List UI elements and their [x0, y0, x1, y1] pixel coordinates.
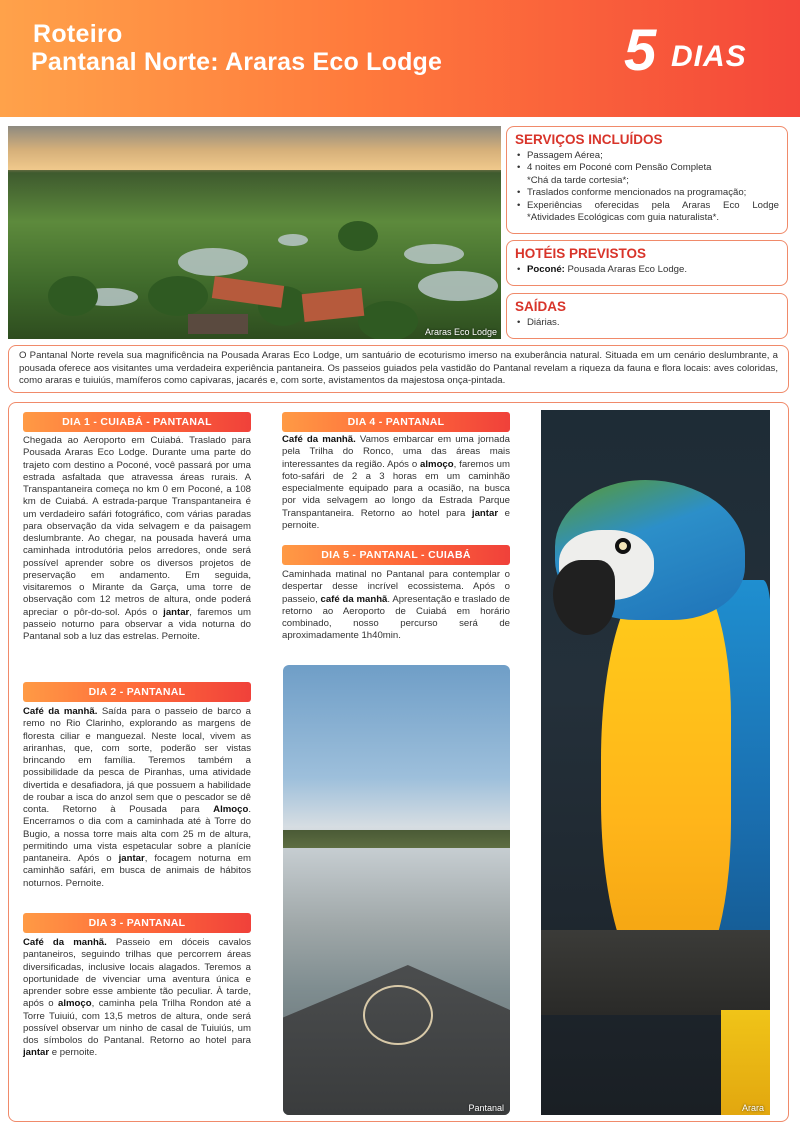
list-item: • Experiências oferecidas pela Araras Eco Lodge *Atividades Ecológicas com guia naturalista*. [515, 200, 779, 225]
list-item: • Passagem Aérea; [515, 150, 779, 162]
photo-credit: Pantanal [468, 1103, 504, 1113]
departures-title: SAÍDAS [515, 299, 567, 314]
day-2-text: Café da manhã. Saída para o passeio de barco a remo no Rio Clarinho, explorando as margens de floresta ciliar e manguezal. Neste local, vivem as ariranhas, que, com sorte, poderão ser vistas brincando em família. Teremos também a possibilidade da pesca de Piranhas, uma atividade divertida e desafiadora, já que possuem a habilidade de roubar a isca do anzol sem que o pescador se dê conta. Retorno à Pousada para Almoço. Encerramos o dia com a caminhada até à Torre do Bugio, a nossa torre mais alta com 25 m de altura, permitindo uma vista espetacular sobre a planície pantaneira. Após o jantar, focagem noturna em caminhão safári, em busca de animais de hábitos noturnos. Pernoite. [23, 706, 251, 889]
day-3-text: Café da manhã. Passeio em dóceis cavalos pantaneiros, seguindo trilhas que percorrem áreas diversificadas, inclusive locais alagados. Teremos a oportunidade de vivenciar uma aventura única e aprender sobre esse ambiente tão peculiar. À tarde, após o almoço, caminha pela Trilha Rondon até a Torre Tuiuiú, com 13,5 metros de altura, onde será possível observar um ninho de casal de Tuiuiús, um dos símbolos do Pantanal. Retorno ao hotel para jantar e pernoite. [23, 937, 251, 1059]
day-1-text: Chegada ao Aeroporto em Cuiabá. Traslado para Pousada Araras Eco Lodge. Durante uma parte do trajeto com destino a Poconé, você passará por uma estrada asfaltada que atravessa áreas rurais. A Transpantaneira começa no km 0 em Poconé, a 108 km de Cuiabá. A estrada-parque Transpantaneira é um verdadeiro safári fotográfico, com várias paradas para observação da vida selvagem e da paisagem deslumbrante. Ao chegar, na pousada haverá uma caminhada introdutória pelos arredores, onde será possível aprender sobre os diversos projetos de preservação em andamento. Em seguida, visitaremos o Mirante da Garça, uma torre de observação com 12 metros de altura, onde poderá apreciar o pôr-do-sol. Após o jantar, faremos um passeio noturno para observar a vida noturna do Pantanal sob a luz das estrelas. Pernoite. [23, 435, 251, 642]
hotels-box [506, 240, 788, 286]
day-4-title: DIA 4 - PANTANAL [282, 412, 510, 432]
title-line-2: Pantanal Norte: Araras Eco Lodge [31, 48, 443, 76]
title-line-1: Roteiro [33, 20, 123, 48]
departures-box [506, 293, 788, 339]
macaw-photo [541, 410, 770, 1115]
hotels-title: HOTÉIS PREVISTOS [515, 246, 647, 261]
pantanal-river-photo [283, 665, 510, 1115]
list-item: • Poconé: Pousada Araras Eco Lodge. [515, 264, 779, 276]
photo-credit: Araras Eco Lodge [424, 327, 497, 337]
day-3-title: DIA 3 - PANTANAL [23, 913, 251, 933]
day-5-title: DIA 5 - PANTANAL - CUIABÁ [282, 545, 510, 565]
services-box [506, 126, 788, 234]
list-item: • 4 noites em Poconé com Pensão Completa *Chá da tarde cortesia*; [515, 162, 779, 187]
list-item: • Diárias. [515, 317, 779, 329]
intro-paragraph: O Pantanal Norte revela sua magnificência na Pousada Araras Eco Lodge, um santuário de ecoturismo imerso na exuberância natural. Situada em um cenário deslumbrante, a pousada oferece aos visitantes uma verdadeira experiência pantaneira. Os passeios guiados pela vastidão do Pantanal revelam a riqueza da fauna e flora locais: aves coloridas, como araras e tuiuiús, mamíferos como capivaras, jacarés e, com sorte, avistamentos da majestosa onça-pintada. [8, 345, 789, 393]
list-item: • Traslados conforme mencionados na programação; [515, 187, 779, 199]
day-5-text: Caminhada matinal no Pantanal para contemplar o despertar desse incrível ecossistema. Após o passeio, café da manhã. Apresentação e traslado de retorno ao Aeroporto de Cuiabá em horário combinado, nosso percurso será de aproximadamente 1h40min. [282, 569, 510, 642]
day-1-title: DIA 1 - CUIABÁ - PANTANAL [23, 412, 251, 432]
day-4-text: Café da manhã. Vamos embarcar em uma jornada pela Trilha do Ronco, uma das áreas mais interessantes da região. Após o almoço, faremos um foto-safári de 2 a 3 horas em um caminhão especialmente equipado para a ocasião, na busca por vida selvagem ao longo da Estrada Parque Transpantaneira. Retorno ao hotel para jantar e pernoite. [282, 434, 510, 531]
photo-credit: Arara [741, 1103, 764, 1113]
services-title: SERVIÇOS INCLUÍDOS [515, 132, 663, 147]
lodge-aerial-photo [8, 126, 501, 339]
days-number: 5 [624, 18, 657, 83]
days-label: DIAS [671, 40, 747, 73]
day-2-title: DIA 2 - PANTANAL [23, 682, 251, 702]
header-banner [0, 0, 800, 117]
